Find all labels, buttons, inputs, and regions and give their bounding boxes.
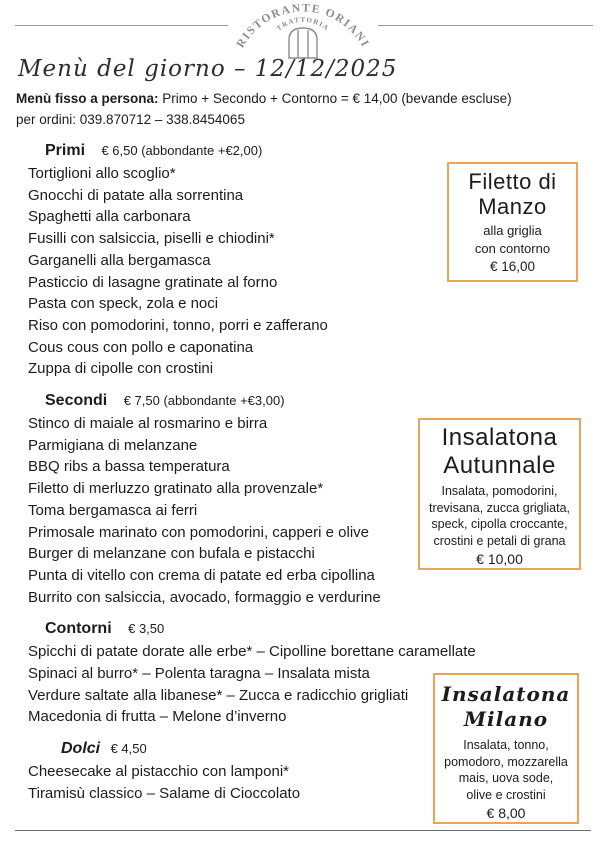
- section-price: € 4,50: [110, 741, 147, 757]
- section-name: Dolci: [61, 740, 101, 758]
- special-price: € 16,00: [489, 259, 536, 274]
- special-desc-line: olive e crostini: [466, 787, 546, 802]
- section-price: € 7,50 (abbondante +€3,00): [123, 393, 285, 409]
- special-title-line: Insalatona: [441, 682, 571, 706]
- menu-item: Toma bergamasca ai ferri: [28, 501, 198, 519]
- special-title: [420, 424, 579, 479]
- menu-item: Zuppa di cipolle con crostini: [28, 360, 214, 378]
- section-contorni: [28, 618, 476, 728]
- menu-item: Garganelli alla bergamasca: [28, 251, 211, 269]
- menu-item: Parmigiana di melanzane: [28, 436, 198, 454]
- special-title: [449, 169, 576, 219]
- arched-door-icon: [289, 28, 317, 58]
- fixed-menu-label: Menù fisso a persona:: [16, 91, 159, 106]
- menu-item: Cous cous con pollo e caponatina: [28, 338, 254, 356]
- special-desc-line: alla griglia: [483, 223, 542, 238]
- svg-text:TRATTORIA: [275, 16, 331, 33]
- fixed-menu-line: [16, 88, 512, 109]
- menu-item: Primosale marinato con pomodorini, capperi e olive: [28, 523, 370, 541]
- restaurant-logo: [228, 0, 378, 60]
- special-description: [435, 737, 577, 803]
- special-desc-line: pomodoro, mozzarella: [444, 754, 568, 769]
- special-title: [435, 682, 577, 731]
- menu-column: [28, 140, 476, 805]
- section-price: € 3,50: [128, 621, 165, 637]
- header-rule-left: [15, 25, 228, 26]
- menu-item: Pasticcio di lasagne gratinate al forno: [28, 273, 278, 291]
- special-description: [420, 483, 579, 549]
- menu-item: BBQ ribs a bassa temperatura: [28, 458, 230, 476]
- special-title-line: Filetto di: [468, 169, 557, 194]
- section-header: [28, 140, 440, 162]
- section-price: € 6,50 (abbondante +€2,00): [101, 143, 263, 158]
- special-box-filetto-di-manzo: [447, 162, 578, 282]
- section-name: Contorni: [45, 620, 112, 638]
- special-description: [449, 222, 576, 257]
- menu-item: Tortiglioni allo scoglio*: [28, 165, 176, 182]
- section-header: [28, 618, 440, 640]
- section-primi: [28, 140, 440, 380]
- special-desc-line: trevisana, zucca grigliata,: [428, 500, 571, 515]
- footer-rule: [15, 830, 591, 831]
- menu-item: Punta di vitello con crema di patate ed erba cipollina: [28, 566, 375, 584]
- intro-block: [16, 88, 512, 130]
- menu-item: Filetto di merluzzo gratinato alla provenzale*: [28, 480, 324, 498]
- section-name: Secondi: [45, 392, 108, 410]
- menu-item: Burrito con salsiccia, avocado, formaggio e verdurine: [28, 588, 381, 606]
- special-desc-line: Insalata, tonno,: [463, 738, 549, 752]
- special-title-line: Insalatona: [441, 424, 558, 451]
- menu-item: Spinaci al burro* – Polenta taragna – Insalata mista: [28, 665, 370, 683]
- menu-item: Riso con pomodorini, tonno, porri e zafferano: [28, 316, 328, 334]
- menu-item: Macedonia di frutta – Melone d’inverno: [28, 708, 287, 726]
- menu-item: Cheesecake al pistacchio con lamponi*: [28, 763, 289, 781]
- menu-item: Spaghetti alla carbonara: [28, 208, 191, 226]
- special-desc-line: crostini e petali di grana: [433, 533, 566, 548]
- trattoria-arc-text: TRATTORIA: [275, 15, 331, 33]
- menu-item: Pasta con speck, zola e noci: [28, 295, 219, 313]
- special-title-line: Autunnale: [443, 451, 556, 479]
- section-dolci: [28, 738, 440, 804]
- menu-item: Stinco di maiale al rosmarino e birra: [28, 415, 268, 433]
- special-box-insalatona-autunnale: [418, 418, 581, 570]
- menu-item: Spicchi di patate dorate alle erbe* – Cipolline borettane caramellate: [28, 643, 476, 661]
- special-box-insalatona-milano: [433, 673, 579, 824]
- fixed-menu-text: Primo + Secondo + Contorno = € 14,00 (bevande escluse): [158, 91, 512, 106]
- special-desc-line: Insalata, pomodorini,: [441, 484, 558, 498]
- special-price: € 10,00: [476, 551, 523, 567]
- section-header: [28, 738, 440, 760]
- page-title: Menù del giorno – 12/12/2025: [18, 56, 398, 82]
- svg-text:RISTORANTE ORIANI: [235, 2, 372, 49]
- menu-item: Fusilli con salsiccia, piselli e chiodini*: [28, 230, 275, 248]
- special-desc-line: speck, cipolla croccante,: [431, 517, 568, 531]
- restaurant-name-arc-text: RISTORANTE ORIANI: [234, 2, 372, 50]
- special-price: € 8,00: [486, 805, 526, 821]
- header-rule-right: [378, 25, 593, 26]
- section-secondi: [28, 390, 440, 608]
- special-desc-line: con contorno: [474, 240, 551, 256]
- menu-item: Gnocchi di patate alla sorrentina: [28, 186, 244, 204]
- section-name: Primi: [45, 142, 86, 159]
- special-desc-line: mais, uova sode,: [458, 771, 554, 785]
- section-header: [28, 390, 440, 412]
- orders-line: per ordini: 039.870712 – 338.8454065: [16, 112, 245, 127]
- menu-item: Verdure saltate alla libanese* – Zucca e radicchio grigliati: [28, 686, 409, 704]
- special-title-line: Milano: [463, 706, 549, 731]
- menu-item: Burger di melanzane con bufala e pistacchi: [28, 545, 315, 563]
- menu-item: Tiramisù classico – Salame di Cioccolato: [28, 784, 301, 802]
- special-title-line: Manzo: [478, 194, 547, 219]
